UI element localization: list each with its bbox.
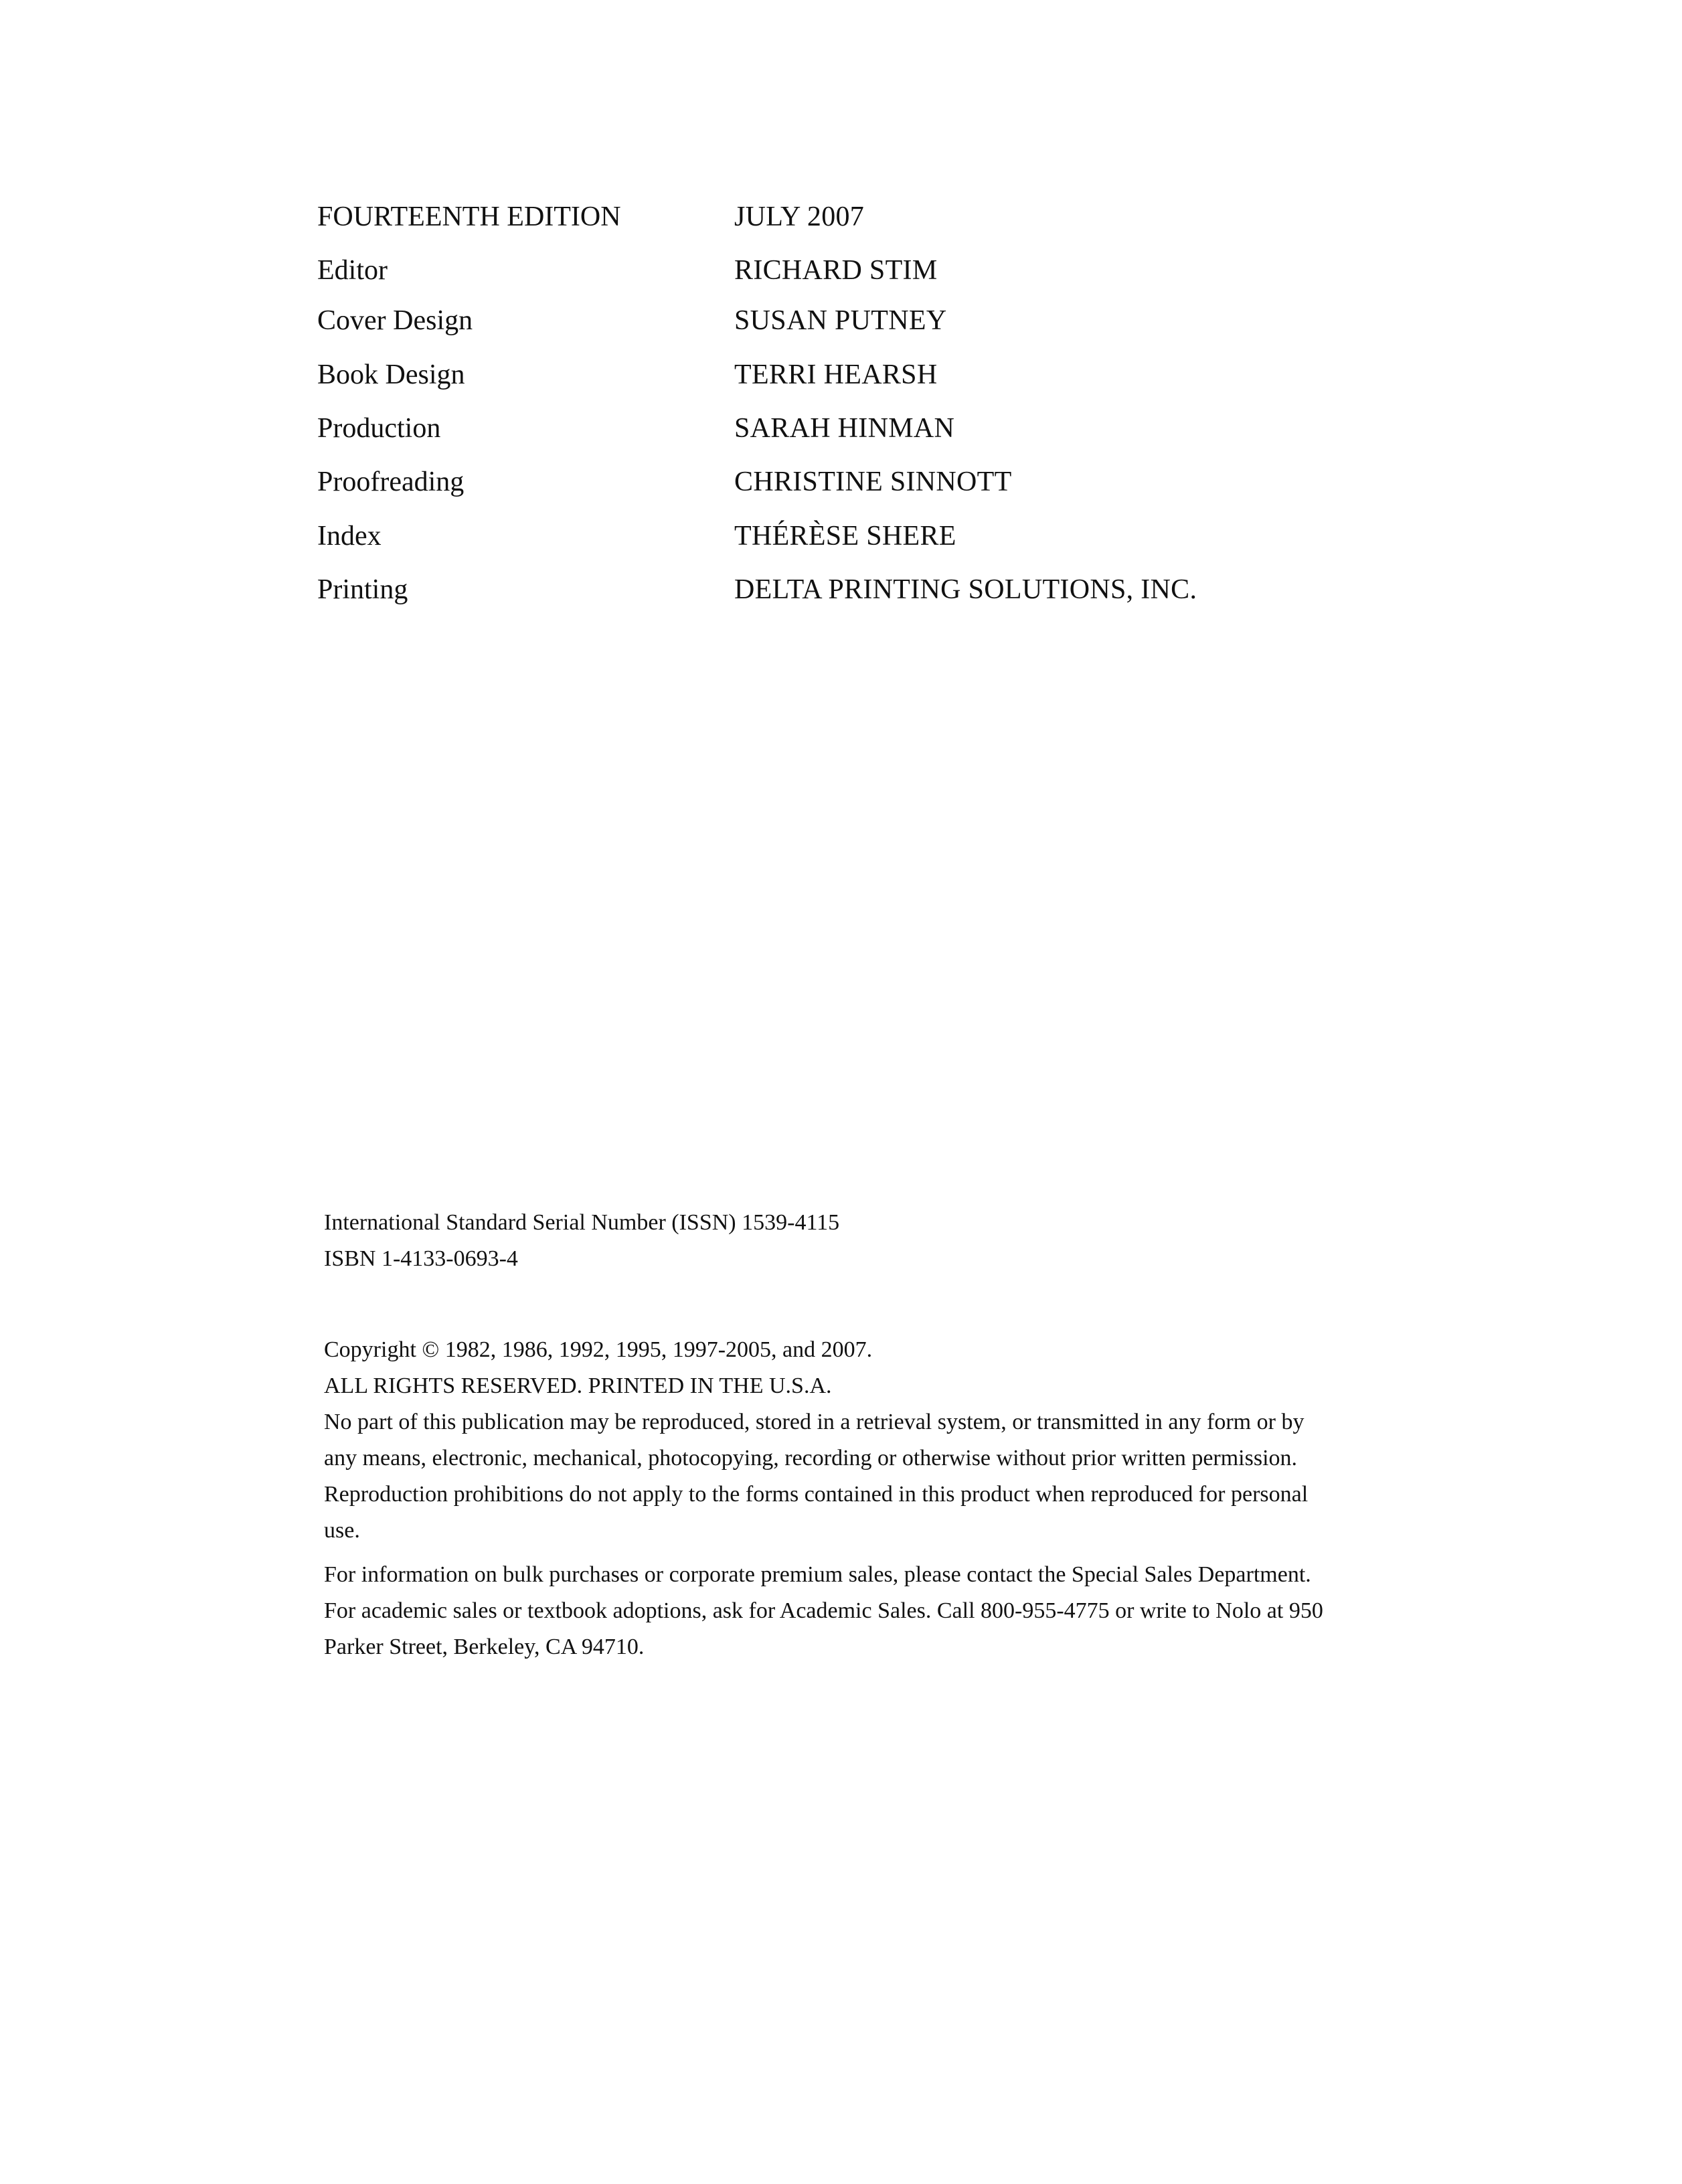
reproduction-notice: No part of this publication may be reproduced, stored in a retrieval system, or transmitted in any form or by any means, electronic, mechanical, photocopying, recording or otherwise without prior written permission. Reproduction prohibitions do not apply to the forms contained in this product when reproduced for personal use. [324,1410,1309,1543]
credit-role: Cover Design [317,305,473,336]
credit-name: SARAH HINMAN [734,413,955,444]
credit-name: THÉRÈSE SHERE [734,521,956,552]
credit-role: Production [317,413,441,444]
credit-name: CHRISTINE SINNOTT [734,467,1012,497]
identifiers-block [324,1205,839,1277]
issn-line: International Standard Serial Number (ISSN) 1539-4115 [324,1210,840,1235]
isbn-line: ISBN 1-4133-0693-4 [324,1246,518,1271]
credit-name: DELTA PRINTING SOLUTIONS, INC. [734,574,1197,605]
credit-role: Book Design [317,359,465,390]
credit-role: Index [317,521,382,552]
credit-name: SUSAN PUTNEY [734,305,947,336]
copyright-block [324,1332,1341,1665]
credit-name: RICHARD STIM [734,255,938,286]
credit-role: Editor [317,255,388,286]
credit-role: Proofreading [317,467,465,497]
credit-name: TERRI HEARSH [734,359,938,390]
credit-role: FOURTEENTH EDITION [317,201,621,232]
sales-notice: For information on bulk purchases or corporate premium sales, please contact the Special Sales Department. For academic sales or textbook adoptions, ask for Academic Sales. Call 800-955-4775 or write to Nolo at 950 Parker Street, Berkeley, CA 94710. [324,1562,1323,1659]
copyright-line: Copyright © 1982, 1986, 1992, 1995, 1997-2005, and 2007. [324,1337,873,1362]
credit-name: JULY 2007 [734,201,865,232]
rights-line: ALL RIGHTS RESERVED. PRINTED IN THE U.S.A. [324,1373,832,1398]
credit-role: Printing [317,574,408,605]
